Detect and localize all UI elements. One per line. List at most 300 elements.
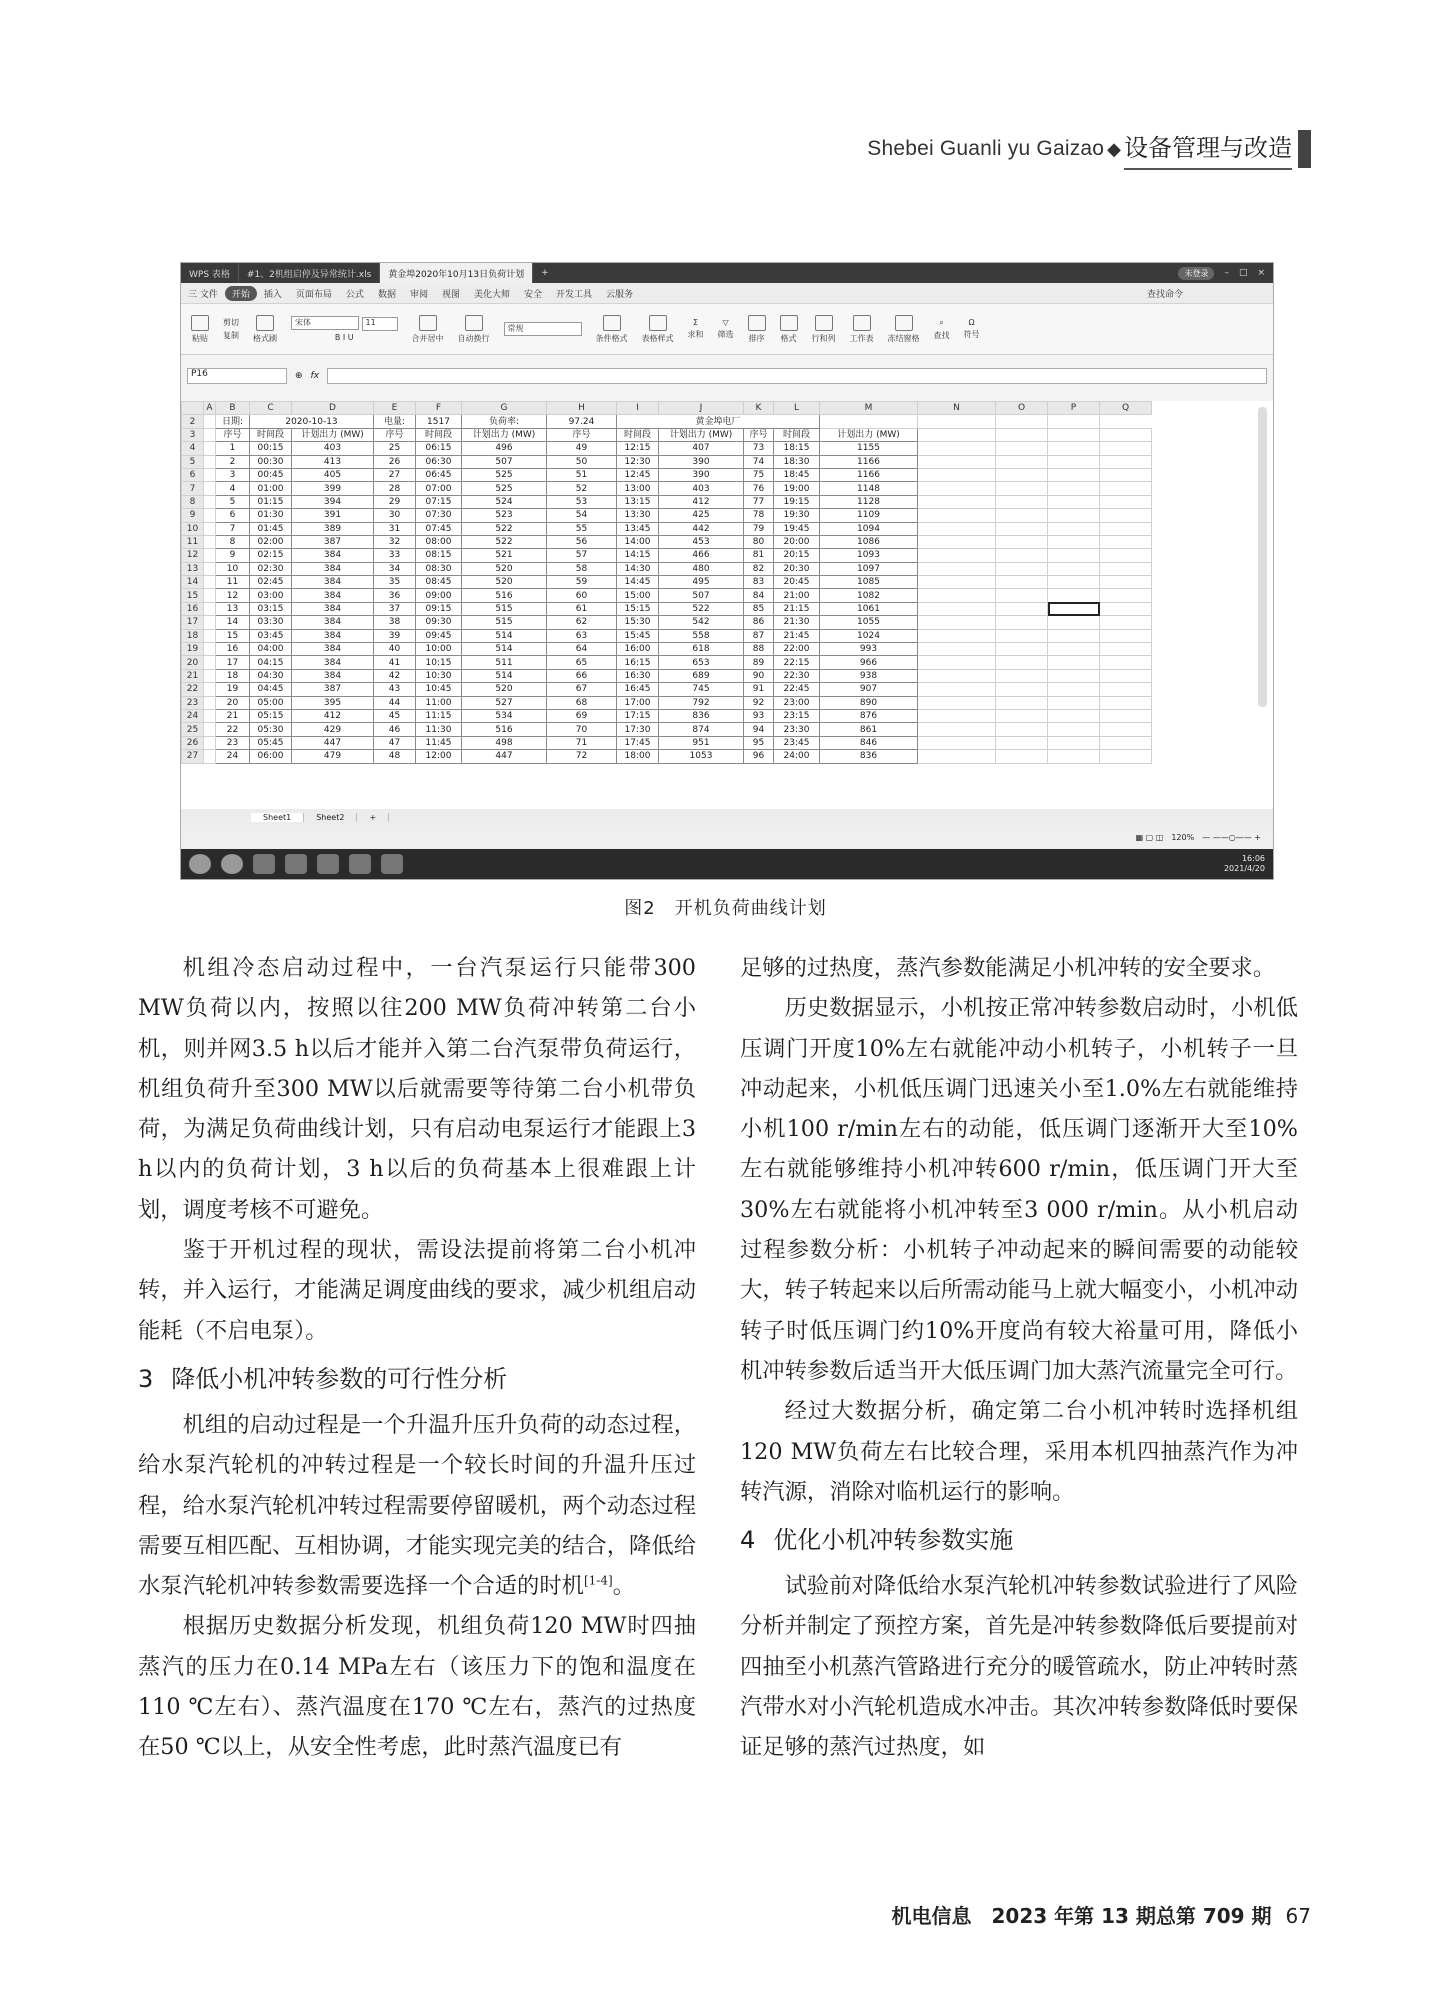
cell[interactable]	[1100, 709, 1152, 722]
cell[interactable]	[918, 709, 996, 722]
cell[interactable]: 76	[744, 482, 774, 495]
cell[interactable]	[996, 643, 1048, 656]
cell[interactable]	[918, 482, 996, 495]
cell[interactable]: 01:30	[250, 509, 292, 522]
font-select[interactable]: 宋体	[291, 316, 359, 330]
cell[interactable]: 01:45	[250, 522, 292, 535]
cell[interactable]: 91	[744, 683, 774, 696]
cell[interactable]: 23:00	[774, 696, 820, 709]
cell[interactable]	[204, 669, 216, 682]
cell[interactable]	[918, 736, 996, 749]
cell[interactable]: 9	[216, 549, 250, 562]
cell[interactable]: 78	[744, 509, 774, 522]
cell[interactable]: 05:15	[250, 709, 292, 722]
cell[interactable]: 12:30	[617, 455, 659, 468]
cell[interactable]	[918, 415, 996, 428]
row-number[interactable]: 22	[182, 683, 204, 696]
cell[interactable]: 525	[462, 468, 547, 481]
cell[interactable]: 21:00	[774, 589, 820, 602]
freeze-button[interactable]: 冻结窗格	[884, 315, 924, 344]
cell[interactable]	[1048, 576, 1100, 589]
cell[interactable]: 19:15	[774, 495, 820, 508]
cell[interactable]: 52	[547, 482, 617, 495]
cell[interactable]	[204, 576, 216, 589]
cell[interactable]	[204, 442, 216, 455]
cell[interactable]: 22:00	[774, 643, 820, 656]
cell[interactable]	[204, 602, 216, 615]
cell[interactable]: 02:30	[250, 562, 292, 575]
cell[interactable]	[918, 602, 996, 615]
cell[interactable]: 04:30	[250, 669, 292, 682]
cell[interactable]: 516	[462, 589, 547, 602]
cell[interactable]: 02:15	[250, 549, 292, 562]
cell[interactable]: 22:45	[774, 683, 820, 696]
filter-button[interactable]: ▽ 筛选	[717, 318, 734, 339]
menu-review[interactable]: 审阅	[409, 289, 428, 300]
row-number[interactable]: 7	[182, 482, 204, 495]
cell[interactable]: 390	[659, 468, 744, 481]
cell[interactable]: 1166	[820, 455, 918, 468]
menu-data[interactable]: 数据	[377, 289, 396, 300]
maximize-icon[interactable]: □	[1238, 268, 1248, 278]
cell[interactable]: 00:15	[250, 442, 292, 455]
cell[interactable]: 07:45	[416, 522, 462, 535]
formula-input[interactable]	[327, 368, 1267, 384]
cell[interactable]: 09:15	[416, 602, 462, 615]
cell[interactable]: 23	[216, 736, 250, 749]
cell[interactable]	[1100, 562, 1152, 575]
cell[interactable]: 18:00	[617, 750, 659, 763]
cell[interactable]: 84	[744, 589, 774, 602]
menu-beautify[interactable]: 美化大师	[473, 289, 510, 300]
cell[interactable]: 08:45	[416, 576, 462, 589]
cell[interactable]	[204, 750, 216, 763]
chrome-icon[interactable]	[221, 854, 243, 874]
cell[interactable]: 5	[216, 495, 250, 508]
cell[interactable]	[204, 589, 216, 602]
cell[interactable]: 57	[547, 549, 617, 562]
cell[interactable]: 38	[374, 616, 416, 629]
header-cell[interactable]: 计划出力 (MW)	[462, 428, 547, 441]
cell[interactable]: 96	[744, 750, 774, 763]
cell[interactable]: 19	[216, 683, 250, 696]
cell[interactable]: 87	[744, 629, 774, 642]
cell[interactable]	[996, 482, 1048, 495]
cell[interactable]: 447	[292, 736, 374, 749]
cell[interactable]: 19:00	[774, 482, 820, 495]
row-number[interactable]: 26	[182, 736, 204, 749]
cell[interactable]: 13	[216, 602, 250, 615]
menu-insert[interactable]: 插入	[263, 289, 282, 300]
cell[interactable]: 13:45	[617, 522, 659, 535]
menu-cloud[interactable]: 云服务	[606, 289, 634, 300]
cell[interactable]: 11:30	[416, 723, 462, 736]
column-header[interactable]: B	[216, 402, 250, 415]
cell[interactable]: 00:30	[250, 455, 292, 468]
cell[interactable]: 22:30	[774, 669, 820, 682]
cell[interactable]: 94	[744, 723, 774, 736]
cell[interactable]: 466	[659, 549, 744, 562]
cell[interactable]: 27	[374, 468, 416, 481]
word-icon[interactable]	[349, 854, 371, 874]
cell[interactable]: 电量:	[374, 415, 416, 428]
wrap-button[interactable]: 自动换行	[454, 315, 494, 344]
cell[interactable]: 59	[547, 576, 617, 589]
cell[interactable]	[204, 509, 216, 522]
cell[interactable]: 01:00	[250, 482, 292, 495]
cell[interactable]	[1048, 562, 1100, 575]
cell[interactable]: 15:30	[617, 616, 659, 629]
row-number[interactable]: 27	[182, 750, 204, 763]
cell[interactable]: 384	[292, 656, 374, 669]
cell[interactable]	[1100, 683, 1152, 696]
column-header[interactable]: K	[744, 402, 774, 415]
cell[interactable]: 18:45	[774, 468, 820, 481]
cell[interactable]: 49	[547, 442, 617, 455]
cell[interactable]: 37	[374, 602, 416, 615]
cell[interactable]: 73	[744, 442, 774, 455]
cell[interactable]	[1048, 683, 1100, 696]
cell[interactable]: 55	[547, 522, 617, 535]
cell[interactable]: 1109	[820, 509, 918, 522]
cell-reference[interactable]: P16	[187, 368, 287, 384]
sort-button[interactable]: 排序	[744, 315, 770, 344]
row-number[interactable]: 13	[182, 562, 204, 575]
cell[interactable]: 19:30	[774, 509, 820, 522]
cell[interactable]: 53	[547, 495, 617, 508]
cell[interactable]: 22	[216, 723, 250, 736]
cell[interactable]: 45	[374, 709, 416, 722]
cell[interactable]: 89	[744, 656, 774, 669]
merge-button[interactable]: 合并居中	[408, 315, 448, 344]
cell[interactable]	[1048, 696, 1100, 709]
cell[interactable]	[1100, 736, 1152, 749]
cell[interactable]: 479	[292, 750, 374, 763]
column-header[interactable]: Q	[1100, 402, 1152, 415]
cell[interactable]: 67	[547, 683, 617, 696]
cell[interactable]: 384	[292, 643, 374, 656]
cell[interactable]: 30	[374, 509, 416, 522]
cell[interactable]: 15:00	[617, 589, 659, 602]
cell[interactable]	[918, 522, 996, 535]
column-header[interactable]: O	[996, 402, 1048, 415]
cell[interactable]: 60	[547, 589, 617, 602]
cell[interactable]	[1048, 468, 1100, 481]
cell[interactable]	[918, 696, 996, 709]
cell[interactable]: 21:15	[774, 602, 820, 615]
cell[interactable]: 03:15	[250, 602, 292, 615]
cell[interactable]: 93	[744, 709, 774, 722]
column-header[interactable]: H	[547, 402, 617, 415]
cell[interactable]	[1100, 723, 1152, 736]
cell[interactable]: 2020-10-13	[250, 415, 374, 428]
cell[interactable]: 16:15	[617, 656, 659, 669]
cell[interactable]: 11:00	[416, 696, 462, 709]
cell[interactable]: 14:30	[617, 562, 659, 575]
cell[interactable]	[996, 562, 1048, 575]
cell[interactable]: 40	[374, 643, 416, 656]
cell[interactable]	[1100, 656, 1152, 669]
cell[interactable]: 82	[744, 562, 774, 575]
font-style-icons[interactable]: B I U	[334, 333, 354, 342]
cell[interactable]: 04:45	[250, 683, 292, 696]
cell[interactable]	[1100, 495, 1152, 508]
vertical-scrollbar[interactable]	[1258, 407, 1267, 707]
format-painter-button[interactable]: 格式刷	[249, 315, 281, 344]
cell[interactable]	[204, 683, 216, 696]
cell[interactable]: 42	[374, 669, 416, 682]
menu-formula[interactable]: 公式	[345, 289, 364, 300]
cell[interactable]: 13:00	[617, 482, 659, 495]
cell[interactable]: 48	[374, 750, 416, 763]
cell[interactable]	[204, 562, 216, 575]
cell[interactable]: 02:00	[250, 535, 292, 548]
cell[interactable]: 3	[216, 468, 250, 481]
cell[interactable]: 403	[659, 482, 744, 495]
cell[interactable]: 384	[292, 669, 374, 682]
cell[interactable]: 514	[462, 669, 547, 682]
cell[interactable]: 938	[820, 669, 918, 682]
cell[interactable]: 00:45	[250, 468, 292, 481]
cell[interactable]: 522	[462, 522, 547, 535]
column-header[interactable]: G	[462, 402, 547, 415]
cell[interactable]: 390	[659, 455, 744, 468]
row-number[interactable]: 10	[182, 522, 204, 535]
cell[interactable]	[1100, 535, 1152, 548]
cell[interactable]	[1048, 643, 1100, 656]
cell[interactable]: 14:45	[617, 576, 659, 589]
column-header[interactable]: N	[918, 402, 996, 415]
cell[interactable]: 1085	[820, 576, 918, 589]
cell[interactable]	[1048, 629, 1100, 642]
cell[interactable]: 10:15	[416, 656, 462, 669]
header-cell[interactable]: 序号	[744, 428, 774, 441]
cell[interactable]	[1100, 669, 1152, 682]
cell[interactable]: 515	[462, 602, 547, 615]
cell[interactable]: 384	[292, 602, 374, 615]
cell[interactable]: 1094	[820, 522, 918, 535]
cell[interactable]: 384	[292, 616, 374, 629]
cell[interactable]	[996, 616, 1048, 629]
cell[interactable]: 68	[547, 696, 617, 709]
row-number[interactable]: 9	[182, 509, 204, 522]
cell[interactable]	[204, 535, 216, 548]
cell[interactable]	[996, 468, 1048, 481]
tab-wps[interactable]: WPS 表格	[181, 263, 239, 283]
start-icon[interactable]	[189, 854, 211, 874]
row-number[interactable]: 24	[182, 709, 204, 722]
tab-stats-file[interactable]: #1、2机组启停及异常统计.xls	[239, 263, 380, 283]
cell[interactable]: 83	[744, 576, 774, 589]
login-badge[interactable]: 未登录	[1178, 267, 1214, 280]
table-style-button[interactable]: 表格样式	[638, 315, 678, 344]
cell[interactable]	[996, 696, 1048, 709]
cell[interactable]: 495	[659, 576, 744, 589]
cell[interactable]: 384	[292, 576, 374, 589]
cell[interactable]: 90	[744, 669, 774, 682]
worksheet-button[interactable]: 工作表	[846, 315, 878, 344]
cell[interactable]: 72	[547, 750, 617, 763]
cell[interactable]	[1100, 509, 1152, 522]
cell[interactable]: 33	[374, 549, 416, 562]
cell[interactable]	[918, 535, 996, 548]
cell[interactable]: 24	[216, 750, 250, 763]
row-number[interactable]: 12	[182, 549, 204, 562]
cell[interactable]	[1100, 589, 1152, 602]
cell[interactable]: 06:15	[416, 442, 462, 455]
minimize-icon[interactable]: –	[1224, 268, 1229, 278]
sum-button[interactable]: Σ 求和	[687, 318, 704, 339]
rowcol-button[interactable]: 行和列	[808, 315, 840, 344]
cell[interactable]: 06:30	[416, 455, 462, 468]
cell[interactable]: 50	[547, 455, 617, 468]
cell[interactable]	[1048, 509, 1100, 522]
cell[interactable]	[918, 616, 996, 629]
cell[interactable]: 85	[744, 602, 774, 615]
cell[interactable]: 46	[374, 723, 416, 736]
cell[interactable]	[1100, 468, 1152, 481]
cell[interactable]: 1082	[820, 589, 918, 602]
menu-home[interactable]: 开始	[225, 286, 257, 301]
cell[interactable]: 35	[374, 576, 416, 589]
cell[interactable]: 12:45	[617, 468, 659, 481]
header-cell[interactable]: 时间段	[250, 428, 292, 441]
cell[interactable]: 384	[292, 549, 374, 562]
cell[interactable]: 521	[462, 549, 547, 562]
cell[interactable]	[1048, 549, 1100, 562]
row-number[interactable]: 18	[182, 629, 204, 642]
cell[interactable]: 58	[547, 562, 617, 575]
cell[interactable]: 17:45	[617, 736, 659, 749]
row-number[interactable]: 15	[182, 589, 204, 602]
cell[interactable]: 03:00	[250, 589, 292, 602]
format-button[interactable]: 格式	[776, 315, 802, 344]
cell[interactable]	[996, 415, 1048, 428]
cell[interactable]: 43	[374, 683, 416, 696]
cell[interactable]: 876	[820, 709, 918, 722]
cell[interactable]: 522	[462, 535, 547, 548]
cell[interactable]: 17	[216, 656, 250, 669]
cell[interactable]: 负荷率:	[462, 415, 547, 428]
cell[interactable]: 08:00	[416, 535, 462, 548]
cell[interactable]: 16:00	[617, 643, 659, 656]
cell[interactable]: 56	[547, 535, 617, 548]
cell[interactable]: 05:00	[250, 696, 292, 709]
column-header[interactable]: I	[617, 402, 659, 415]
cell[interactable]: 520	[462, 576, 547, 589]
cell[interactable]	[996, 602, 1048, 615]
row-number[interactable]: 19	[182, 643, 204, 656]
header-cell[interactable]: 序号	[547, 428, 617, 441]
cell[interactable]	[918, 629, 996, 642]
row-number[interactable]: 4	[182, 442, 204, 455]
column-header[interactable]: E	[374, 402, 416, 415]
cell[interactable]	[918, 495, 996, 508]
fx-icon[interactable]: fx	[310, 371, 320, 381]
column-header[interactable]: P	[1048, 402, 1100, 415]
cell[interactable]: 1517	[416, 415, 462, 428]
cell[interactable]	[1100, 549, 1152, 562]
cell[interactable]	[996, 723, 1048, 736]
cell[interactable]	[918, 656, 996, 669]
cell[interactable]: 387	[292, 535, 374, 548]
cell[interactable]: 05:45	[250, 736, 292, 749]
cell[interactable]: 31	[374, 522, 416, 535]
font-size-select[interactable]: 11	[362, 317, 398, 331]
cell[interactable]: 525	[462, 482, 547, 495]
cell[interactable]: 496	[462, 442, 547, 455]
cell[interactable]: 28	[374, 482, 416, 495]
cell[interactable]: 20	[216, 696, 250, 709]
cell[interactable]	[918, 643, 996, 656]
wps-icon[interactable]	[381, 854, 403, 874]
cell[interactable]: 25	[374, 442, 416, 455]
cell[interactable]: 75	[744, 468, 774, 481]
cell[interactable]: 520	[462, 683, 547, 696]
cell[interactable]: 23:45	[774, 736, 820, 749]
cell[interactable]	[1048, 669, 1100, 682]
column-header[interactable]: J	[659, 402, 744, 415]
cell[interactable]: 429	[292, 723, 374, 736]
cell[interactable]: 874	[659, 723, 744, 736]
cell[interactable]: 391	[292, 509, 374, 522]
row-number[interactable]: 20	[182, 656, 204, 669]
cell[interactable]	[204, 549, 216, 562]
new-tab-icon[interactable]: +	[541, 268, 549, 278]
cell[interactable]	[996, 495, 1048, 508]
symbol-button[interactable]: Ω 符号	[963, 318, 980, 339]
cell[interactable]	[996, 736, 1048, 749]
cell[interactable]	[820, 415, 918, 428]
cell[interactable]: 10:30	[416, 669, 462, 682]
cell[interactable]: 11:15	[416, 709, 462, 722]
cell[interactable]	[996, 750, 1048, 763]
cell[interactable]: 61	[547, 602, 617, 615]
cell[interactable]: 09:30	[416, 616, 462, 629]
cell[interactable]: 07:30	[416, 509, 462, 522]
cell[interactable]: 523	[462, 509, 547, 522]
cell[interactable]: 09:45	[416, 629, 462, 642]
cell[interactable]: 16:30	[617, 669, 659, 682]
cell[interactable]	[1100, 643, 1152, 656]
cell[interactable]: 412	[659, 495, 744, 508]
cell[interactable]: 425	[659, 509, 744, 522]
cell[interactable]: 20:30	[774, 562, 820, 575]
cell[interactable]: 514	[462, 643, 547, 656]
cell[interactable]: 16:45	[617, 683, 659, 696]
cell[interactable]: 20:45	[774, 576, 820, 589]
header-cell[interactable]: 时间段	[416, 428, 462, 441]
cell[interactable]: 04:00	[250, 643, 292, 656]
cell[interactable]	[996, 509, 1048, 522]
cell[interactable]: 389	[292, 522, 374, 535]
header-cell[interactable]: 计划出力 (MW)	[820, 428, 918, 441]
menu-security[interactable]: 安全	[524, 289, 543, 300]
cell[interactable]: 520	[462, 562, 547, 575]
cell[interactable]	[918, 723, 996, 736]
cell[interactable]: 70	[547, 723, 617, 736]
cell[interactable]	[204, 415, 216, 428]
menu-page-layout[interactable]: 页面布局	[295, 289, 332, 300]
cell[interactable]: 394	[292, 495, 374, 508]
cell[interactable]	[996, 656, 1048, 669]
cell[interactable]	[1100, 482, 1152, 495]
cell[interactable]: 71	[547, 736, 617, 749]
row-number[interactable]: 3	[182, 428, 204, 441]
cell[interactable]	[1100, 455, 1152, 468]
cell[interactable]	[1048, 522, 1100, 535]
cell[interactable]: 1053	[659, 750, 744, 763]
